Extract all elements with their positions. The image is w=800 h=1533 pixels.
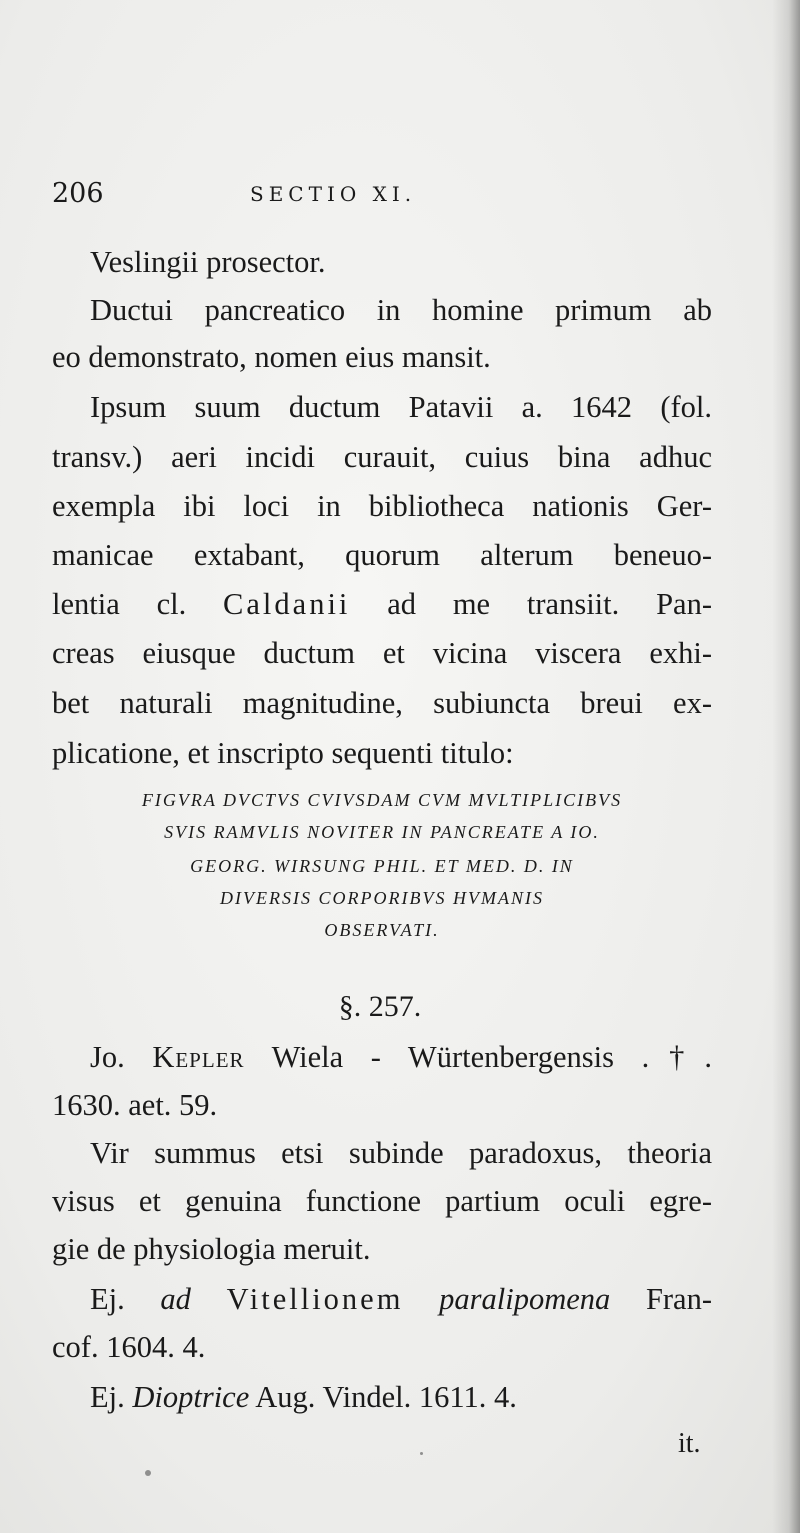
author-name: Kepler — [152, 1040, 245, 1074]
body-line: Ductui pancreatico in homine primum ab — [90, 293, 712, 327]
body-line: creas eiusque ductum et vicina viscera exhi- — [52, 636, 712, 670]
body-line — [52, 587, 712, 622]
body-text: Wiela - Würtenbergensis .†. — [271, 1040, 712, 1074]
entry-line — [52, 1380, 712, 1415]
page-number: 206 — [52, 178, 104, 209]
body-text: Fran- — [645, 1282, 712, 1316]
entry-line: 1630. aet. 59. — [52, 1088, 218, 1122]
body-text: Aug. Vindel. 1611. 4. — [255, 1380, 517, 1414]
body-text-italic: ad — [160, 1282, 191, 1316]
engraving-title-line: GEORG. WIRSUNG PHIL. ET MED. D. IN — [190, 856, 574, 876]
entry-line — [52, 1282, 712, 1317]
ink-speck — [420, 1452, 423, 1455]
entry-line: visus et genuina functione partium oculi egre- — [52, 1184, 712, 1218]
book-title-italic: paralipomena — [439, 1282, 611, 1316]
body-line: manicae extabant, quorum alterum beneuo- — [52, 538, 712, 572]
body-line: bet naturali magnitudine, subiuncta breui ex- — [52, 686, 712, 720]
engraving-title-line: FIGVRA DVCTVS CVIVSDAM CVM MVLTIPLICIBVS — [141, 790, 623, 810]
running-head: SECTIO XI. — [250, 182, 417, 206]
engraving-title-line: DIVERSIS CORPORIBVS HVMANIS — [220, 888, 544, 908]
body-line: Veslingii prosector. — [90, 245, 326, 279]
catchword: it. — [678, 1428, 701, 1459]
ink-speck — [145, 1470, 151, 1476]
body-line: transv.) aeri incidi curauit, cuius bina adhuc — [52, 440, 712, 474]
body-line: eo demonstrato, nomen eius mansit. — [52, 340, 491, 374]
body-text: Jo. — [90, 1040, 125, 1074]
entry-line — [52, 1040, 712, 1075]
body-text: Ej. — [90, 1380, 125, 1414]
book-title-italic: Dioptrice — [132, 1380, 250, 1414]
body-line: exempla ibi loci in bibliotheca nationis Ger- — [52, 489, 712, 523]
author-name-spaced: Vitellionem — [226, 1282, 404, 1316]
entry-line: Vir summus etsi subinde paradoxus, theoria — [90, 1136, 712, 1170]
entry-line: cof. 1604. 4. — [52, 1330, 206, 1364]
body-text: Ej. — [90, 1282, 125, 1316]
engraving-title-line: SVIS RAMVLIS NOVITER IN PANCREATE A IO. — [164, 822, 600, 842]
page-header — [52, 178, 712, 218]
author-name-spaced: Caldanii — [223, 587, 351, 621]
body-line: Ipsum suum ductum Patavii a. 1642 (fol. — [90, 390, 712, 424]
body-text: lentia cl. — [52, 587, 187, 621]
body-line: plicatione, et inscripto sequenti titulo: — [52, 736, 514, 770]
page-gutter-shadow — [772, 0, 800, 1533]
body-text: ad me transiit. Pan- — [387, 587, 712, 621]
section-number: §. 257. — [338, 990, 422, 1023]
entry-line: gie de physiologia meruit. — [52, 1232, 371, 1266]
engraving-title-line: OBSERVATI. — [324, 920, 440, 940]
